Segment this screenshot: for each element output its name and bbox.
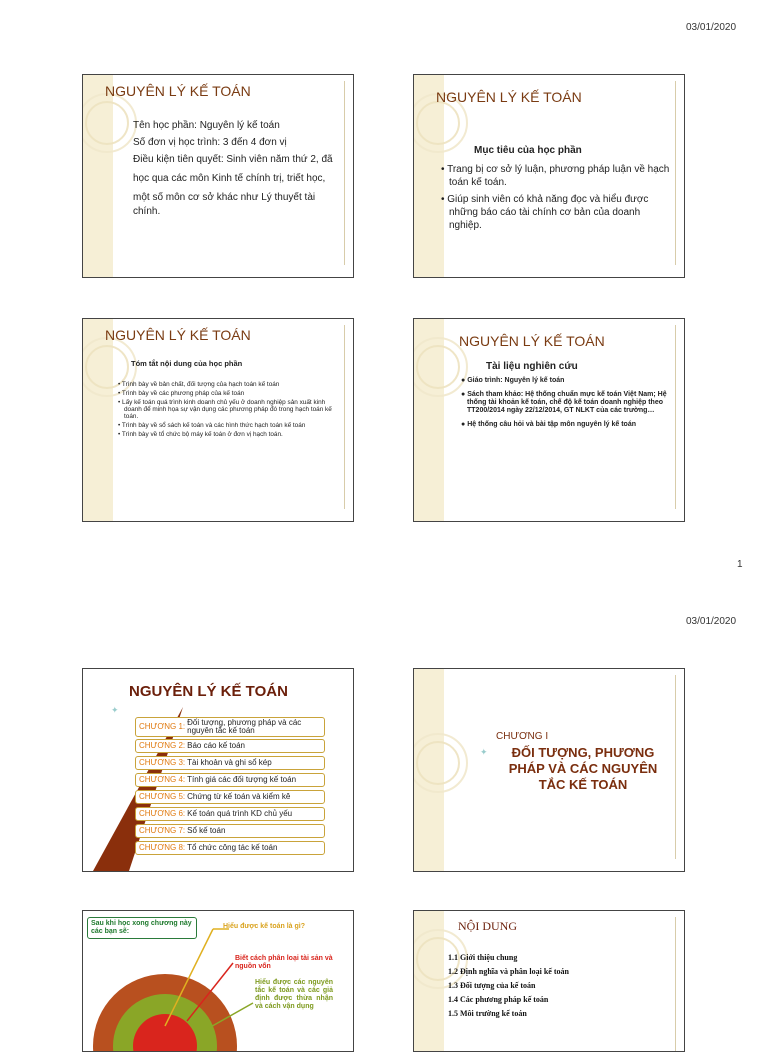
info-line: Tên học phần: Nguyên lý kế toán — [133, 120, 280, 131]
slide-subtitle: Tóm tắt nội dung của học phần — [131, 359, 243, 368]
goals-box: Sau khi học xong chương này các bạn sẽ: — [87, 917, 197, 939]
list-item: • Trang bị cơ sở lý luận, phương pháp luận về hạch toán kế toán. — [441, 164, 670, 188]
info-line: Điều kiện tiên quyết: Sinh viên năm thứ 2, đã — [133, 154, 333, 165]
list-item: • Trình bày về sổ sách kế toán và các hình thức hạch toán kế toán — [118, 422, 306, 429]
list-item: • Trình bày về tổ chức bộ máy kế toán ở đơn vị hạch toán. — [118, 431, 283, 438]
slide-2 — [413, 74, 685, 278]
slide-4 — [413, 318, 685, 522]
list-item: ● Giáo trình: Nguyên lý kế toán — [461, 377, 565, 384]
slide-title: NGUYÊN LÝ KẾ TOÁN — [105, 327, 251, 343]
slide-6 — [413, 668, 685, 872]
slide-5 — [82, 668, 354, 872]
chapter-item[interactable]: CHƯƠNG 6: Kế toán quá trình KD chủ yếu — [135, 807, 325, 821]
info-line: một số môn cơ sở khác như Lý thuyết tài chính. — [133, 192, 316, 217]
chapter-item[interactable]: CHƯƠNG 5: Chứng từ kế toán và kiểm kê — [135, 790, 325, 804]
slide-title: NGUYÊN LÝ KẾ TOÁN — [459, 333, 605, 349]
chapter-item[interactable]: CHƯƠNG 8: Tổ chức công tác kế toán — [135, 841, 325, 855]
slide-subtitle: Mục tiêu của học phần — [474, 145, 582, 156]
contents-list — [448, 951, 668, 1021]
slide-title: NGUYÊN LÝ KẾ TOÁN — [105, 83, 251, 99]
chapter-kicker: CHƯƠNG I — [496, 731, 549, 742]
list-item: 1.2 Định nghĩa và phân loại kế toán — [448, 967, 569, 976]
list-item: 1.1 Giới thiệu chung — [448, 953, 518, 962]
goal-1: Hiểu được kế toán là gì? — [223, 923, 306, 930]
slide-subtitle: Tài liệu nghiên cứu — [486, 361, 578, 372]
list-item: ● Hệ thống câu hỏi và bài tập môn nguyên lý kế toán — [461, 421, 636, 428]
chapter-item[interactable]: CHƯƠNG 3: Tài khoản và ghi sổ kép — [135, 756, 325, 770]
slide-7 — [82, 910, 354, 1052]
info-line: Số đơn vị học trình: 3 đến 4 đơn vị — [133, 137, 287, 148]
chapter-item[interactable]: CHƯƠNG 4: Tính giá các đối tượng kế toán — [135, 773, 325, 787]
slide-title: NGUYÊN LÝ KẾ TOÁN — [129, 683, 288, 700]
slide-3 — [82, 318, 354, 522]
slide-title: NGUYÊN LÝ KẾ TOÁN — [436, 89, 582, 105]
sparkle-icon: ✦ — [111, 705, 119, 715]
goal-3: Hiểu được các nguyên tắc kế toán và các giả định được thừa nhận và cách vận dụng — [255, 979, 333, 1010]
slide-title: NỘI DUNG — [458, 919, 517, 933]
chapter-item[interactable]: CHƯƠNG 2: Báo cáo kế toán — [135, 739, 325, 753]
list-item: 1.3 Đối tượng của kế toán — [448, 981, 536, 990]
list-item: 1.5 Môi trường kế toán — [448, 1009, 527, 1018]
list-item: 1.4 Các phương pháp kế toán — [448, 995, 549, 1004]
slide-1 — [82, 74, 354, 278]
references-list — [460, 377, 676, 431]
list-item: ● Sách tham khảo: Hệ thống chuẩn mực kế toán Việt Nam; Hệ thống tài khoản kế toán, chế độ kế toán doanh nghiệp theo TT200/2014 ngày 22/12/2014, GT NLKT của các trường… — [461, 391, 667, 414]
chapter-item[interactable]: CHƯƠNG 1: Đối tượng, phương pháp và các nguyên tắc kế toán — [135, 717, 325, 737]
page-date-1: 03/01/2020 — [686, 22, 737, 33]
summary-list — [117, 381, 339, 440]
page-date-2: 03/01/2020 — [686, 616, 737, 627]
list-item: • Trình bày về các phương pháp của kế toán — [118, 390, 245, 397]
page-number: 1 — [737, 559, 743, 570]
objectives-list — [440, 163, 670, 236]
sparkle-icon: ✦ — [480, 747, 488, 757]
slide-8 — [413, 910, 685, 1052]
info-line: học qua các môn Kinh tế chính trị, triết học, — [133, 173, 326, 184]
goal-2: Biết cách phân loại tài sản và nguồn vốn — [235, 955, 333, 970]
chapter-title: ĐỐI TƯỢNG, PHƯƠNG PHÁP VÀ CÁC NGUYÊN TẮC KẾ TOÁN — [508, 745, 658, 792]
list-item: • Trình bày về bản chất, đối tượng của hạch toán kế toán — [118, 381, 280, 388]
list-item: • Lấy kế toán quá trình kinh doanh chủ yếu ở doanh nghiệp sản xuất kinh doanh để minh họa sự vận dụng các phương pháp đó trong hạch toán kế toán. — [118, 399, 332, 420]
list-item: • Giúp sinh viên có khả năng đọc và hiểu được những báo cáo tài chính cơ bản của doanh nghiệp. — [441, 194, 649, 231]
chapter-item[interactable]: CHƯƠNG 7: Sổ kế toán — [135, 824, 325, 838]
course-info — [133, 119, 333, 219]
